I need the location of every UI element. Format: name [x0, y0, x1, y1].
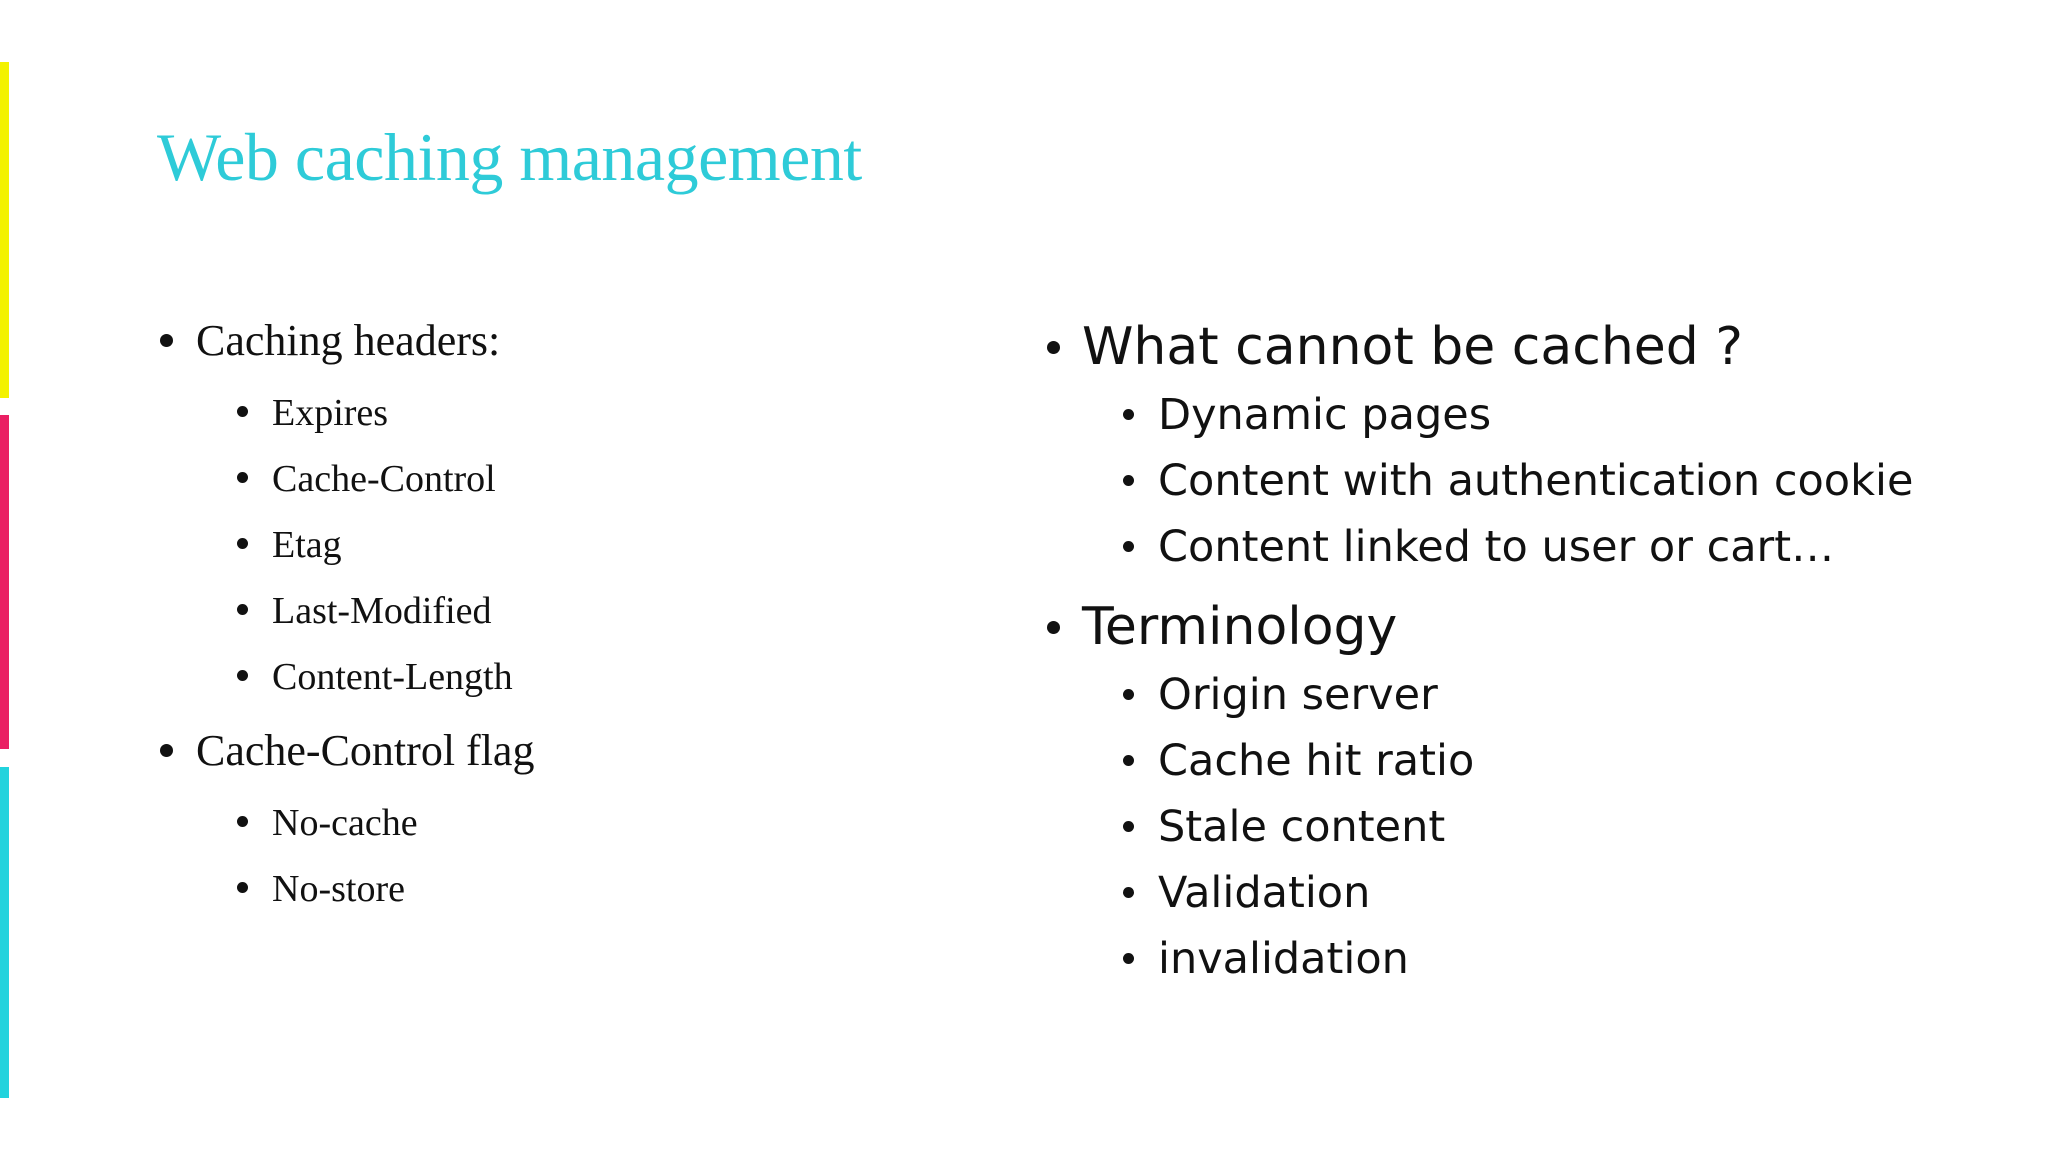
accent-bar-cyan [0, 767, 9, 1098]
sub-bullet-etag: Etag [157, 512, 534, 578]
sub-bullet-dynamic-pages: Dynamic pages [1043, 382, 1913, 448]
sub-bullet-origin-server: Origin server [1043, 662, 1913, 728]
sub-bullet-invalidation: invalidation [1043, 926, 1913, 992]
bullet-cache-control-flag: Cache-Control flag [157, 722, 534, 780]
slide-title: Web caching management [157, 119, 862, 195]
bullet-terminology: Terminology [1043, 592, 1913, 662]
sub-bullet-no-cache: No-cache [157, 790, 534, 856]
sub-bullet-authentication-cookie: Content with authentication cookie [1043, 448, 1913, 514]
sub-bullet-user-or-cart: Content linked to user or cart… [1043, 514, 1913, 580]
sub-bullet-no-store: No-store [157, 856, 534, 922]
bullet-what-cannot-be-cached: What cannot be cached ? [1043, 312, 1913, 382]
sub-bullet-content-length: Content-Length [157, 644, 534, 710]
accent-bar-yellow [0, 62, 9, 398]
sub-bullet-cache-hit-ratio: Cache hit ratio [1043, 728, 1913, 794]
bullet-caching-headers: Caching headers: [157, 312, 534, 370]
sub-bullet-validation: Validation [1043, 860, 1913, 926]
sub-bullet-last-modified: Last-Modified [157, 578, 534, 644]
sub-bullet-stale-content: Stale content [1043, 794, 1913, 860]
sub-bullet-expires: Expires [157, 380, 534, 446]
left-column [157, 312, 534, 922]
sub-bullet-cache-control: Cache-Control [157, 446, 534, 512]
right-column [1043, 312, 1913, 992]
accent-bar-pink [0, 415, 9, 749]
